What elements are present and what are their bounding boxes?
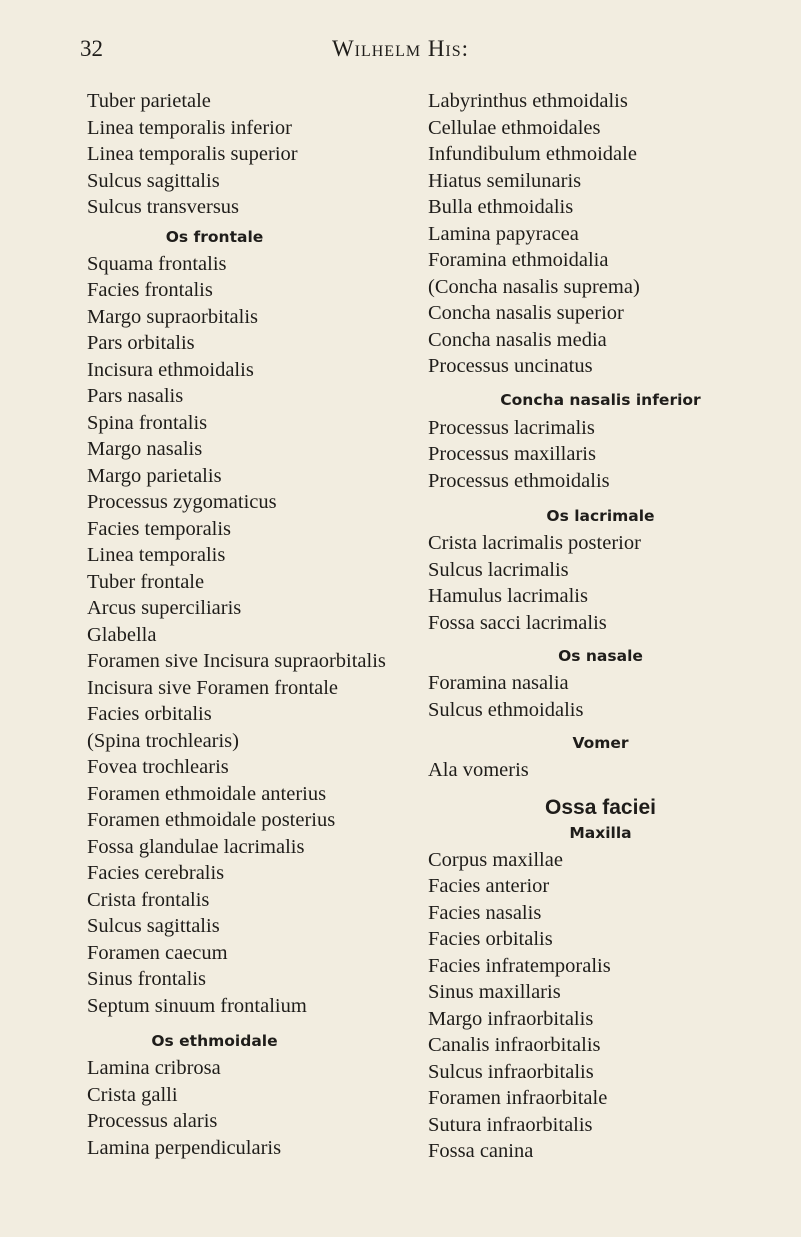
left-column bbox=[87, 88, 417, 1161]
term-entry: Fossa sacci lacrimalis bbox=[428, 611, 607, 634]
term-entry: Bulla ethmoidalis bbox=[428, 196, 574, 218]
term-entry: Crista galli bbox=[87, 1083, 178, 1106]
term-entry: Foramen sive Incisura supraorbitalis bbox=[87, 650, 386, 672]
term-list bbox=[428, 88, 768, 380]
page-header bbox=[80, 36, 721, 68]
term-entry: Ala vomeris bbox=[428, 759, 529, 781]
term-entry: Facies infratemporalis bbox=[428, 954, 611, 977]
term-entry: Sinus frontalis bbox=[87, 968, 207, 990]
term-list bbox=[428, 530, 768, 636]
term-entry: Processus ethmoidalis bbox=[428, 469, 610, 492]
term-entry: Sulcus lacrimalis bbox=[428, 558, 569, 581]
term-entry: Sulcus sagittalis bbox=[87, 915, 220, 937]
term-list bbox=[87, 1055, 417, 1161]
term-entry: Hiatus semilunaris bbox=[428, 169, 582, 192]
term-entry: Processus zygomaticus bbox=[87, 491, 277, 513]
term-entry: Facies temporalis bbox=[87, 517, 232, 540]
section-heading-os-nasale: Os nasale bbox=[558, 647, 643, 665]
section-heading-os-lacrimale: Os lacrimale bbox=[546, 507, 655, 525]
term-entry: Facies frontalis bbox=[87, 279, 213, 301]
section-heading-ossa-faciei: Ossa faciei bbox=[545, 795, 656, 819]
term-entry: Crista frontalis bbox=[87, 888, 210, 911]
term-entry: Facies orbitalis bbox=[428, 928, 553, 950]
term-entry: Pars nasalis bbox=[87, 385, 184, 407]
term-entry: Linea temporalis inferior bbox=[87, 116, 292, 139]
term-entry: Corpus maxillae bbox=[428, 848, 563, 871]
section-heading-os-ethmoidale: Os ethmoidale bbox=[151, 1032, 278, 1050]
term-entry: Tuber parietale bbox=[87, 90, 211, 112]
term-list bbox=[428, 847, 768, 1165]
section-heading-vomer: Vomer bbox=[572, 734, 629, 752]
term-entry: Sulcus infraorbitalis bbox=[428, 1060, 594, 1083]
term-entry: Concha nasalis media bbox=[428, 328, 607, 351]
term-entry: (Concha nasalis suprema) bbox=[428, 275, 640, 298]
term-entry: Facies nasalis bbox=[428, 901, 542, 924]
term-list bbox=[428, 670, 768, 723]
term-entry: Sutura infraorbitalis bbox=[428, 1113, 593, 1136]
term-list bbox=[428, 415, 768, 495]
term-entry: Foramina nasalia bbox=[428, 672, 569, 694]
section-heading-concha-nasalis-inferior: Concha nasalis inferior bbox=[500, 390, 701, 409]
term-entry: Lamina cribrosa bbox=[87, 1057, 221, 1079]
term-entry: Squama frontalis bbox=[87, 252, 227, 275]
term-entry: Facies orbitalis bbox=[87, 703, 212, 725]
term-entry: Foramen infraorbitale bbox=[428, 1087, 608, 1109]
term-entry: Fossa glandulae lacrimalis bbox=[87, 835, 305, 858]
term-entry: Sulcus ethmoidalis bbox=[428, 698, 584, 721]
right-column bbox=[428, 88, 768, 1165]
term-entry: Fossa canina bbox=[428, 1140, 534, 1162]
term-entry: Hamulus lacrimalis bbox=[428, 585, 588, 607]
term-entry: Glabella bbox=[87, 623, 157, 646]
term-entry: Linea temporalis bbox=[87, 544, 226, 566]
term-entry: Lamina papyracea bbox=[428, 222, 579, 245]
term-entry: Crista lacrimalis posterior bbox=[428, 532, 641, 554]
term-entry: Foramen ethmoidale posterius bbox=[87, 809, 336, 831]
term-entry: Facies anterior bbox=[428, 875, 550, 897]
term-list bbox=[87, 251, 417, 1020]
term-entry: Margo infraorbitalis bbox=[428, 1007, 594, 1030]
term-entry: Canalis infraorbitalis bbox=[428, 1034, 601, 1056]
term-entry: Processus uncinatus bbox=[428, 355, 593, 377]
term-entry: Sulcus transversus bbox=[87, 196, 240, 218]
term-entry: Incisura ethmoidalis bbox=[87, 358, 254, 381]
term-entry: Foramen caecum bbox=[87, 941, 228, 964]
term-entry: Arcus superciliaris bbox=[87, 597, 242, 619]
page-number: 32 bbox=[80, 36, 103, 61]
term-entry: Incisura sive Foramen frontale bbox=[87, 676, 339, 699]
term-entry: Sulcus sagittalis bbox=[87, 169, 220, 192]
term-list bbox=[428, 757, 768, 784]
term-entry: Processus maxillaris bbox=[428, 443, 596, 465]
term-entry: Linea temporalis superior bbox=[87, 143, 298, 165]
section-heading-os-frontale: Os frontale bbox=[165, 227, 264, 246]
term-entry: Margo parietalis bbox=[87, 464, 222, 487]
term-entry: Foramen ethmoidale anterius bbox=[87, 782, 327, 805]
term-entry: Infundibulum ethmoidale bbox=[428, 143, 637, 165]
section-heading-maxilla: Maxilla bbox=[569, 823, 632, 842]
term-entry: Fovea trochlearis bbox=[87, 756, 229, 778]
term-entry: Margo supraorbitalis bbox=[87, 305, 258, 328]
term-entry: Tuber frontale bbox=[87, 570, 205, 593]
term-entry: Labyrinthus ethmoidalis bbox=[428, 90, 628, 112]
term-entry: Processus lacrimalis bbox=[428, 416, 595, 439]
term-entry: Spina frontalis bbox=[87, 411, 208, 434]
term-entry: Septum sinuum frontalium bbox=[87, 994, 307, 1017]
term-entry: Margo nasalis bbox=[87, 438, 203, 460]
term-entry: Processus alaris bbox=[87, 1110, 218, 1132]
term-entry: Concha nasalis superior bbox=[428, 302, 624, 324]
term-entry: Sinus maxillaris bbox=[428, 981, 561, 1003]
term-entry: Facies cerebralis bbox=[87, 862, 225, 884]
term-entry: (Spina trochlearis) bbox=[87, 729, 239, 752]
term-entry: Cellulae ethmoidales bbox=[428, 116, 601, 139]
term-entry: Foramina ethmoidalia bbox=[428, 249, 609, 271]
term-entry: Lamina perpendicularis bbox=[87, 1136, 282, 1159]
term-entry: Pars orbitalis bbox=[87, 332, 195, 354]
term-list bbox=[87, 88, 417, 221]
running-title: Wilhelm His: bbox=[331, 36, 470, 61]
